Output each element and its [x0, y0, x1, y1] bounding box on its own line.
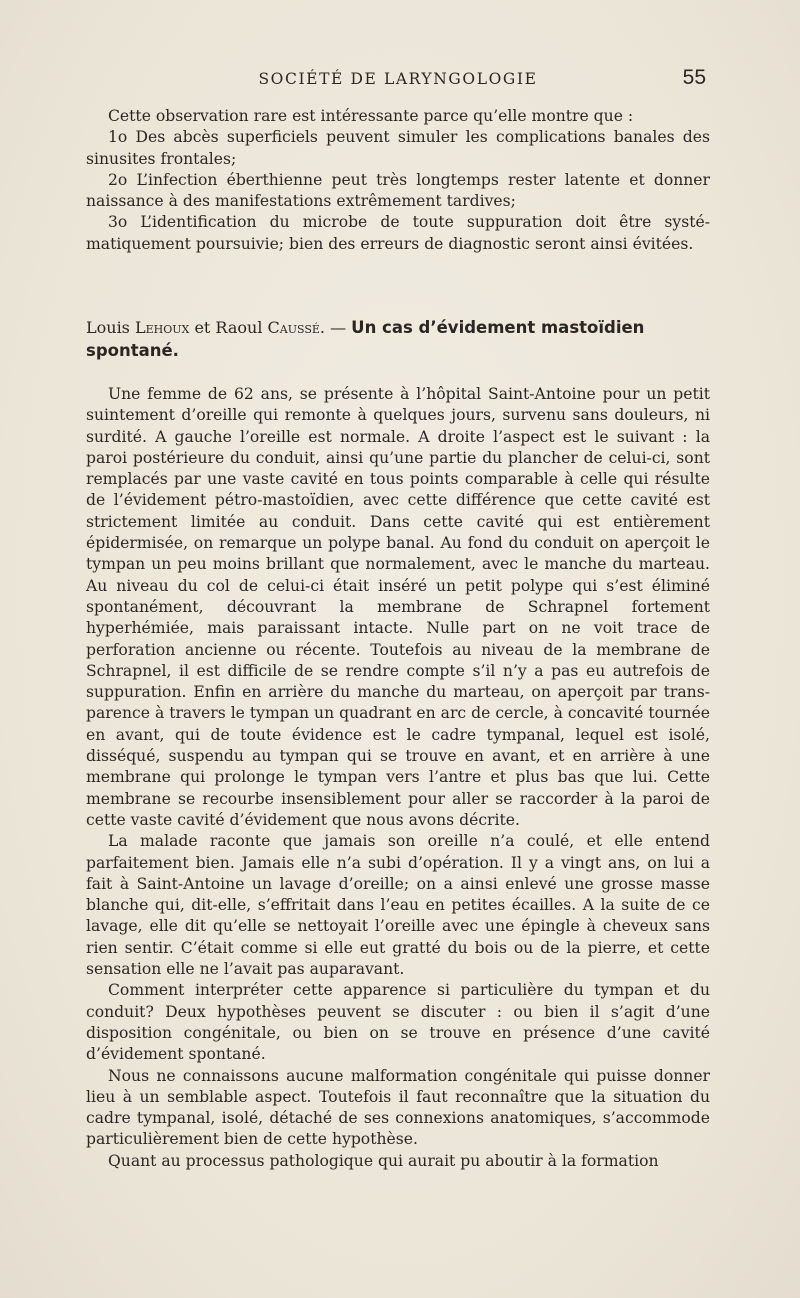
page-number: 55: [682, 66, 706, 89]
running-title: SOCIÉTÉ DE LARYNGOLOGIE: [258, 70, 538, 88]
observation-intro: Cette observation rare est intéressante parce qu’elle montre que :: [108, 107, 634, 125]
author-causse: Caussé: [267, 318, 320, 337]
authors-middle: et Raoul: [189, 318, 268, 337]
heading-dash: . —: [319, 318, 352, 337]
body-paragraph: La malade raconte que jamais son oreille n’a coulé, et elle entend parfaitement bien. Jamais elle n’a subi d’opération. Il y a vingt ans, on lui a fait à Saint-Antoine un lavage d’oreille; on a ainsi enlevé une grosse masse blanche qui, dit-elle, s’effritait dans l’eau en petites écailles. A la suite de ce lavage, elle dit qu’elle se nettoyait l’oreille avec une épingle à cheveux sans rien sentir. C’était comme si elle eut gratté du bois ou de la pierre, et cette sensation elle ne l’avait pas auparavant.: [86, 832, 710, 979]
observation-point: 3o L’identification du microbe de toute suppuration doit être systématiquement poursuivie; bien des erreurs de diagnostic seront ainsi évitées.: [86, 213, 710, 253]
body-paragraph: Nous ne connaissons aucune malformation congénitale qui puisse donner lieu à un semblable aspect. Toutefois il faut reconnaître que la situation du cadre tympanal, isolé, détaché de ses connexions anatomiques, s’accommode particulièrement bien de cette hypothèse.: [86, 1066, 710, 1149]
author-lehoux: Lehoux: [134, 318, 190, 337]
observation-point: 1o Des abcès superficiels peuvent simuler les complications banales des sinusites frontales;: [86, 128, 710, 168]
observation-point: 2o L’infection éberthienne peut très longtemps rester latente et donner naissance à des manifestations extrêmement tardives;: [86, 170, 710, 211]
authors-prefix: Louis: [86, 318, 135, 337]
observation-conclusions: [86, 106, 710, 255]
article-title: Un cas d’évidement mastoïdien spontané.: [86, 318, 645, 360]
body-paragraph: Une femme de 62 ans, se présente à l’hôpital Saint-Antoine pour un petit suintement d’oreille qui remonte à quelques jours, survenu sans douleurs, ni surdité. A gauche l’oreille est normale. A droite l’aspect est le suivant : la paroi postérieure du conduit, ainsi qu’une partie du plancher de celui-ci, sont remplacés par une vaste cavité en tous points comparable à celle qui résulte de l’évidement pétro-mastoïdien, avec cette différence que cette cavité est strictement limitée au conduit. Dans cette cavité qui est entièrement épidermisée, on remarque un polype banal. Au fond du conduit on aperçoit le tympan un peu moins brillant que normalement, avec le manche du marteau. Au niveau du col de celui-ci était inséré un petit polype qui s’est éliminé spontanément, découvrant la membrane de Schrapnel fortement hyperhémiée, mais paraissant intacte. Nulle part on ne voit trace de perforation ancienne ou récente. Toutefois au niveau de la membrane de Schrapnel, il est difficile de se rendre compte s’il n’y a pas eu autrefois de suppuration. Enfin en arrière du manche du marteau, on aperçoit par transparence à travers le tympan un quadrant en arc de cercle, à concavité tournée en avant, qui de toute évidence est le cadre tympanal, lequel est isolé, disséqué, suspendu au tympan qui se trouve en avant, et en arrière à une membrane qui prolonge le tympan vers l’antre et plus bas que lui. Cette membrane se recourbe insensiblement pour aller se raccorder à la paroi de cette vaste cavité d’évidement que nous avons décrite.: [86, 385, 710, 829]
body-paragraph: Comment interpréter cette apparence si particulière du tympan et du conduit? Deux hypothèses peuvent se discuter : ou bien il s’agit d’une disposition congénitale, ou bien on se trouve en présence d’une cavité d’évidement spontané.: [86, 981, 710, 1064]
body-paragraph: Quant au processus pathologique qui aurait pu aboutir à la formation: [108, 1151, 659, 1170]
running-head: [86, 66, 710, 94]
article-heading: [86, 316, 710, 362]
article-body: [86, 384, 710, 1172]
